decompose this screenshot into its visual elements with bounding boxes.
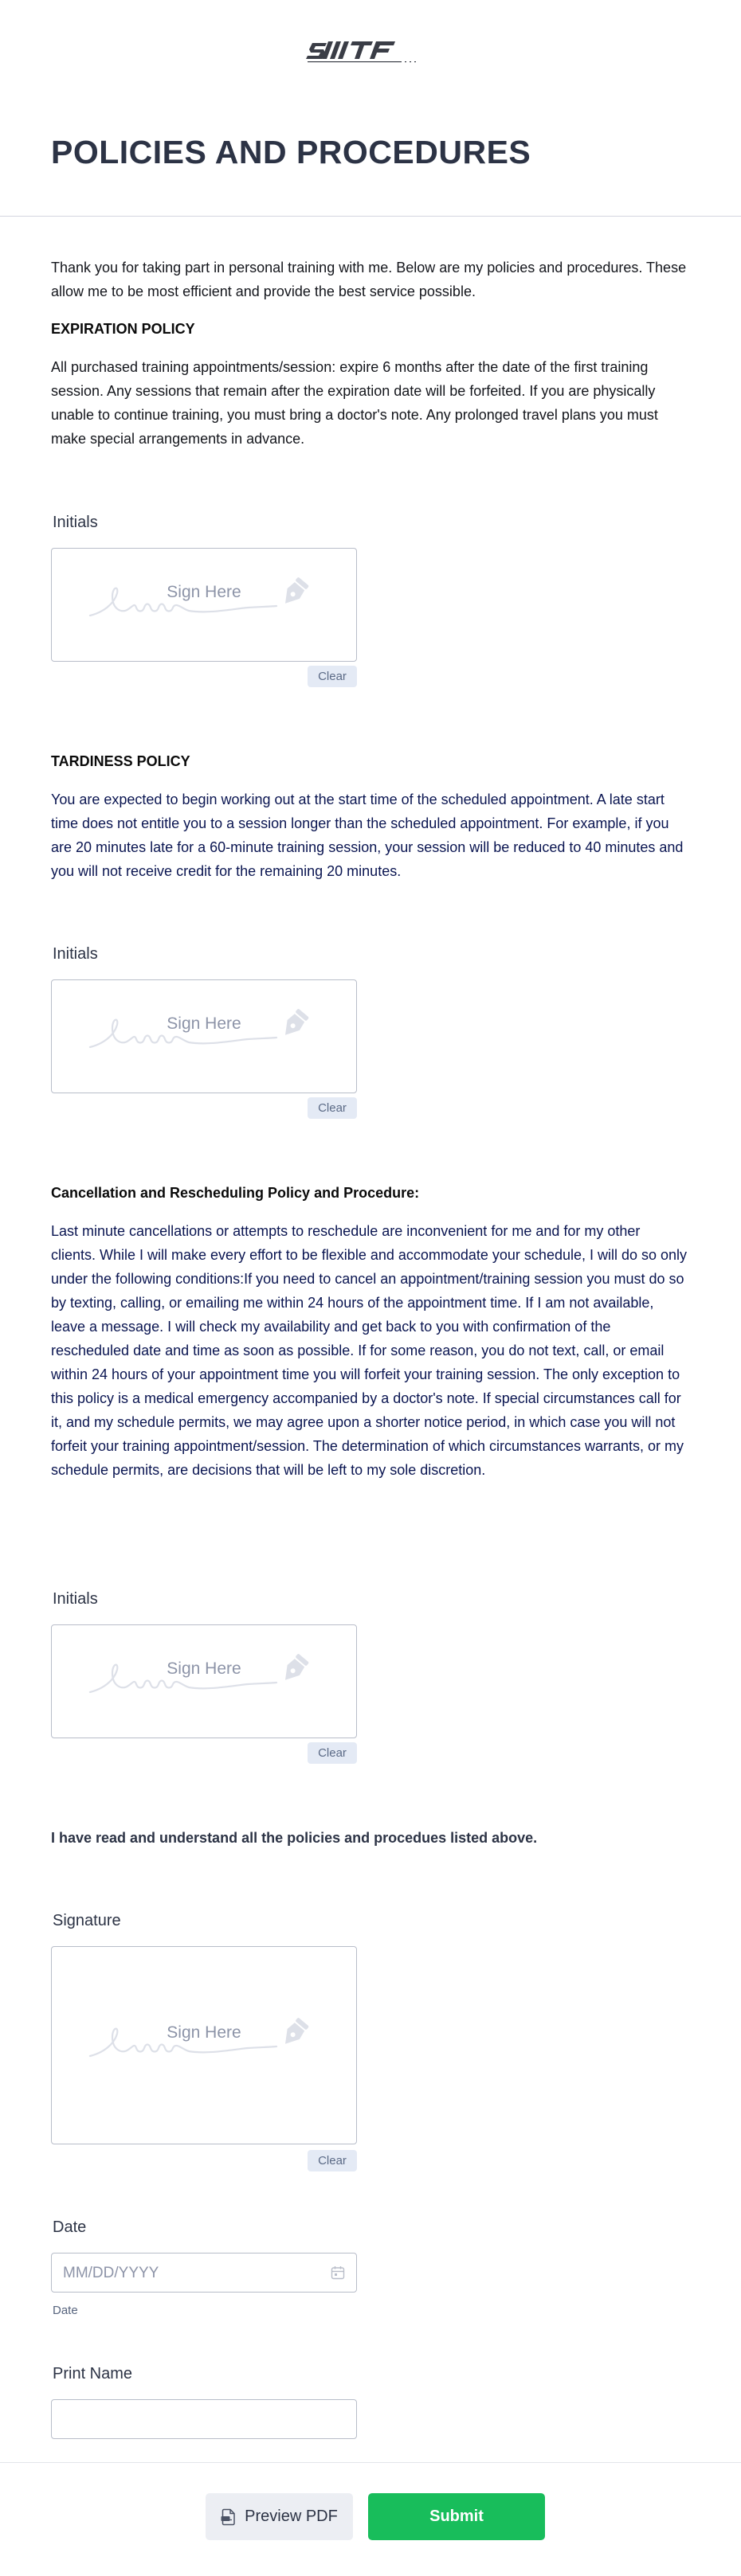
clear-button-3[interactable]: Clear (308, 1742, 357, 1764)
initials-label-2: Initials (53, 945, 98, 963)
date-placeholder: MM/DD/YYYY (63, 2265, 159, 2281)
brand-logo (0, 37, 741, 69)
calendar-icon[interactable] (331, 2265, 345, 2280)
page-title: POLICIES AND PROCEDURES (51, 134, 531, 170)
preview-pdf-label: Preview PDF (245, 2508, 338, 2525)
print-name-label: Print Name (53, 2365, 133, 2383)
header-divider (0, 216, 741, 217)
cancellation-heading: Cancellation and Rescheduling Policy and Procedure: (51, 1185, 420, 1201)
initials-pad-3[interactable] (51, 1624, 357, 1738)
logo-mark-icon (303, 37, 438, 65)
clear-button-2[interactable]: Clear (308, 1097, 357, 1119)
cancellation-text: Last minute cancellations or attempts to reschedule are inconvenient for me and for my other clients. While I will make every effort to be flexible and accommodate your schedule, I will do so only under the following conditions:If you need to cancel an appointment/training session you must do so by texting, calling, or emailing me within 24 hours of the appointment time. If I am not available, leave a message. I will check my availability and get back to you with confirmation of the rescheduled date and time as soon as possible. If for some reason, you do not text, call, or email within 24 hours of your appointment time you will forfeit your training session. The only exception to this policy is a medical emergency accompanied by a doctor's note. If special circumstances call for it, and my schedule permits, we may agree upon a shorter notice period, in which case you will not forfeit your training appointment/session. The determination of which circumstances warrants, or my schedule permits, are decisions that will be left to my sole discretion. (51, 1223, 688, 1478)
date-sublabel: Date (53, 2304, 78, 2317)
clear-button-1[interactable]: Clear (308, 666, 357, 687)
sign-here-text: Sign Here (167, 1659, 241, 1678)
date-input[interactable] (51, 2253, 357, 2293)
initials-label-1: Initials (53, 514, 98, 531)
footer-divider (0, 2462, 741, 2463)
signature-pen-icon (88, 1009, 327, 1057)
signature-pen-icon (88, 1654, 327, 1702)
submit-button[interactable]: Submit (368, 2493, 545, 2540)
signature-pad[interactable] (51, 1946, 357, 2144)
date-label: Date (53, 2218, 87, 2236)
tardiness-heading: TARDINESS POLICY (51, 753, 190, 769)
signature-pen-icon (88, 2018, 327, 2066)
sign-here-text: Sign Here (167, 1014, 241, 1033)
intro-text: Thank you for taking part in personal training with me. Below are my policies and procedures. These allow me to be most efficient and provide the best service possible. (51, 260, 687, 299)
expiration-heading: EXPIRATION POLICY (51, 321, 195, 337)
initials-pad-1[interactable] (51, 548, 357, 662)
signature-pen-icon (88, 577, 327, 625)
preview-pdf-button[interactable] (206, 2493, 353, 2540)
clear-button-signature[interactable]: Clear (308, 2150, 357, 2171)
print-name-input[interactable] (51, 2399, 357, 2439)
initials-pad-2[interactable] (51, 979, 357, 1093)
sign-here-text: Sign Here (167, 583, 241, 601)
expiration-text: All purchased training appointments/session: expire 6 months after the date of the first training session. Any sessions that remain after the expiration date will be forfeited. If you are physically unable to continue training, you must bring a doctor's note. Any prolonged travel plans you must make special arrangements in advance. (51, 359, 658, 447)
pdf-document-icon (221, 2508, 237, 2526)
sign-here-text: Sign Here (167, 2023, 241, 2042)
tardiness-text: You are expected to begin working out at the start time of the scheduled appointment. A late start time does not entitle you to a session longer than the scheduled appointment. For example, if you are 20 minutes late for a 60-minute training session, your session will be reduced to 40 minutes and you will not receive credit for the remaining 20 minutes. (51, 792, 684, 879)
signature-label: Signature (53, 1912, 121, 1929)
initials-label-3: Initials (53, 1590, 98, 1608)
acknowledgement-text: I have read and understand all the policies and procedues listed above. (51, 1830, 538, 1846)
